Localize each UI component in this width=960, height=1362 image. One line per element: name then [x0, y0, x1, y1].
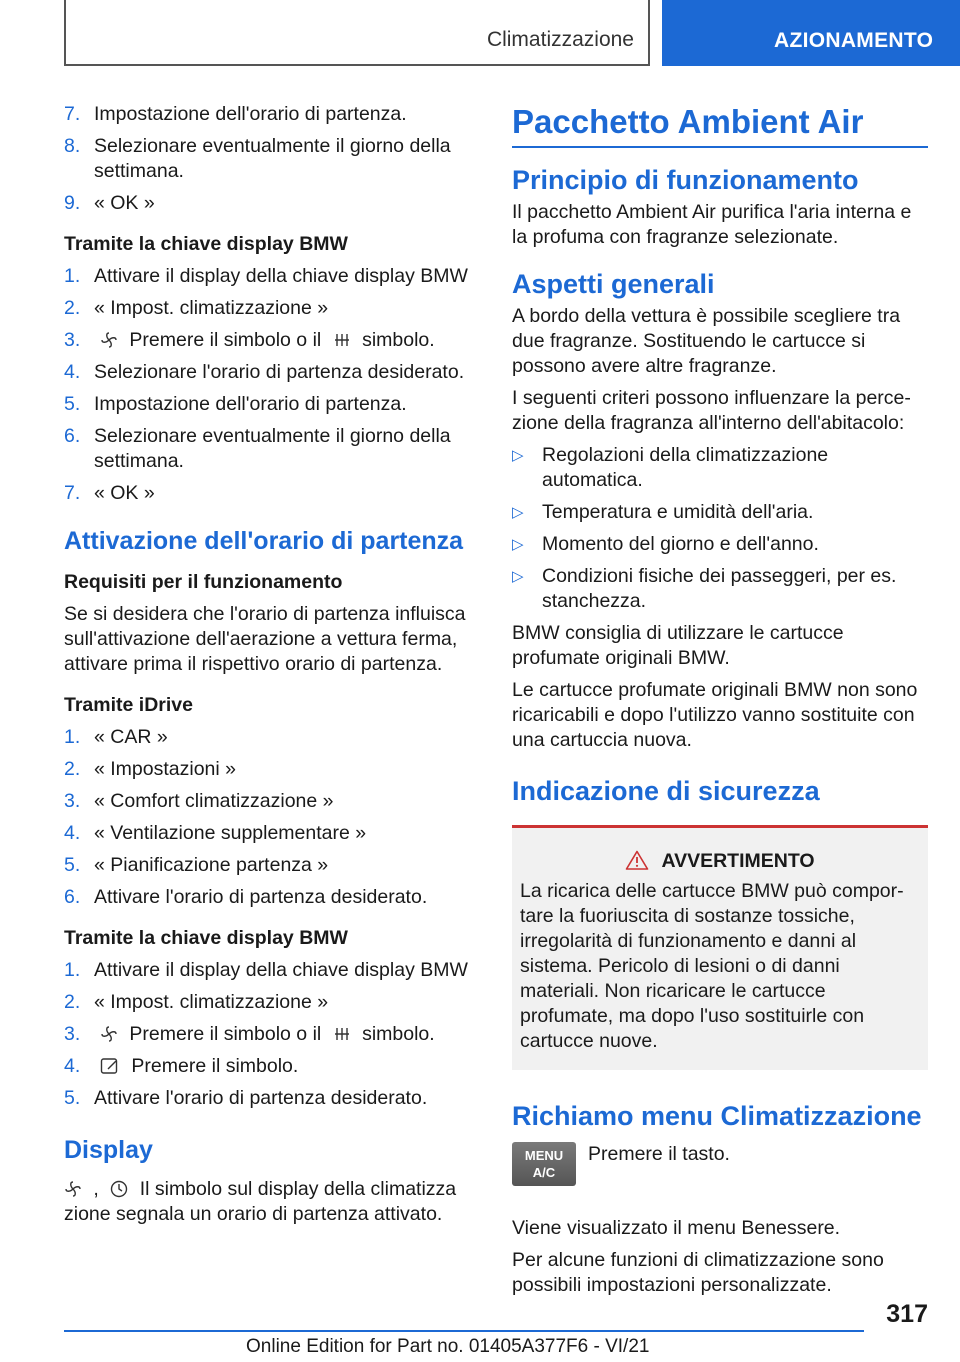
ventilation-icon: [333, 1025, 351, 1043]
heading-display: Display: [64, 1136, 153, 1164]
general-text-1: A bordo della vettura è possibile scegliere tra due fragranze. Sostituendo le cartucce si possono avere altre fragranze.: [512, 305, 901, 377]
triangle-bullet-icon: ▷: [512, 447, 524, 464]
list-item: 3. Premere il simbolo o il simbolo.: [64, 329, 435, 351]
subheading-display-key: Tramite la chiave display BMW: [64, 233, 348, 255]
list-item: 7. Impostazione dell'orario di partenza.: [64, 103, 407, 125]
list-item: 8. Selezionare eventualmente il giorno della settimana.: [64, 135, 451, 182]
steps-list-d: [64, 958, 482, 1111]
list-item: 5. « Pianificazione partenza »: [64, 854, 329, 876]
fan-icon: [64, 1180, 82, 1198]
requirements-text: Se si desidera che l'orario di partenza influisca sull'attivazione dell'aerazione a vettura ferma, attivare prima il rispettivo orario di partenza.: [64, 603, 466, 675]
chapter-tab: AZIONAMENTO: [662, 0, 960, 66]
fan-icon: [100, 331, 118, 349]
heading-safety: Indicazione di sicurezza: [512, 776, 820, 806]
page-header: [0, 0, 960, 66]
warning-title: AVVERTIMENTO: [520, 850, 920, 873]
right-column: [512, 102, 928, 1305]
heading-menu: Richiamo menu Climatizzazione: [512, 1101, 922, 1131]
subheading-requirements: Requisiti per il funzionamento: [64, 571, 343, 593]
ventilation-icon: [333, 331, 351, 349]
list-item: 4. Selezionare l'orario di partenza desiderato.: [64, 361, 465, 383]
list-item: 1. Attivare il display della chiave display BMW: [64, 959, 468, 981]
warning-box: [512, 825, 928, 1070]
list-item: 3. Premere il simbolo o il simbolo.: [64, 1023, 435, 1045]
general-text-4: Le cartucce profumate originali BMW non sono ricaricabili e dopo l'utilizzo vanno sostituite con una cartuccia nuova.: [512, 679, 918, 751]
left-column: [64, 102, 482, 1234]
section-tab: [64, 0, 650, 66]
edit-icon: [100, 1057, 120, 1075]
page-title: Pacchetto Ambient Air: [512, 102, 928, 148]
heading-general: Aspetti generali: [512, 269, 715, 299]
triangle-bullet-icon: ▷: [512, 504, 524, 521]
triangle-bullet-icon: ▷: [512, 536, 524, 553]
menu-instruction: [512, 1142, 928, 1206]
list-item: ▷ Momento del giorno e dell'anno.: [512, 533, 819, 555]
steps-list-a: [64, 102, 482, 216]
subheading-display-key-2: Tramite la chiave display BMW: [64, 927, 348, 949]
list-item: 9. « OK »: [64, 192, 155, 214]
list-item: 1. Attivare il display della chiave display BMW: [64, 265, 468, 287]
list-item: 6. Selezionare eventualmente il giorno della settimana.: [64, 425, 451, 472]
fan-icon: [100, 1025, 118, 1043]
list-item: 5. Attivare l'orario di partenza desiderato.: [64, 1087, 428, 1109]
list-item: ▷ Regolazioni della climatizzazione automatica.: [512, 444, 829, 491]
page-number: 317: [886, 1300, 928, 1328]
menu-text-2: Per alcune funzioni di climatizzazione sono possibili impostazioni personalizzate.: [512, 1249, 884, 1296]
list-item: 6. Attivare l'orario di partenza desiderato.: [64, 886, 428, 908]
steps-list-c: [64, 725, 482, 910]
heading-principle: Principio di funzionamento: [512, 165, 859, 195]
list-item: ▷ Temperatura e umidità dell'aria.: [512, 501, 814, 523]
section-title: Climatizzazione: [486, 28, 634, 51]
subheading-idrive: Tramite iDrive: [64, 694, 193, 716]
list-item: 4. « Ventilazione supplementare »: [64, 822, 367, 844]
list-item: 2. « Impost. climatizzazione »: [64, 297, 329, 319]
list-item: 1. « CAR »: [64, 726, 168, 748]
criteria-list: [512, 443, 928, 614]
menu-press-text: Premere il tasto.: [588, 1143, 730, 1165]
list-item: 5. Impostazione dell'orario di partenza.: [64, 393, 407, 415]
footer-divider: [64, 1330, 864, 1332]
list-item: 7. « OK »: [64, 482, 155, 504]
edition-text: Online Edition for Part no. 01405A377F6 - VI/21: [246, 1336, 650, 1357]
general-text-2: I seguenti criteri possono influenzare la percezione della fragranza all'interno dell'abitacolo:: [512, 387, 911, 434]
general-text-3: BMW consiglia di utilizzare le cartucce profumate originali BMW.: [512, 622, 844, 669]
steps-list-b: [64, 264, 482, 506]
list-item: 4. Premere il simbolo.: [64, 1055, 299, 1077]
list-item: 3. « Comfort climatizzazione »: [64, 790, 334, 812]
list-item: 2. « Impostazioni »: [64, 758, 236, 780]
warning-text: La ricarica delle cartucce BMW può comportare la fuoriuscita di sostanze tossiche, irregolarità di funzionamento e danni al sistema. Pericolo di lesioni o di danni materiali. Non ricaricare le cartucce profumate, ma dopo l'uso sostituirle con cartucce nuove.: [520, 880, 904, 1052]
clock-icon: [110, 1180, 128, 1198]
menu-ac-key-icon: MENU A/C: [512, 1142, 576, 1186]
triangle-bullet-icon: ▷: [512, 568, 524, 585]
principle-text: Il pacchetto Ambient Air purifica l'aria interna e la profuma con fragranze selezionate.: [512, 201, 912, 248]
heading-activation: Attivazione dell'orario di partenza: [64, 527, 464, 555]
menu-text-1: Viene visualizzato il menu Benessere.: [512, 1217, 841, 1239]
list-item: ▷ Condizioni fisiche dei passeggeri, per es. stanchezza.: [512, 565, 897, 612]
display-text: , Il simbolo sul display della climatizza zione segnala un orario di partenza attivato.: [64, 1178, 457, 1225]
list-item: 2. « Impost. climatizzazione »: [64, 991, 329, 1013]
warning-triangle-icon: [625, 850, 649, 870]
